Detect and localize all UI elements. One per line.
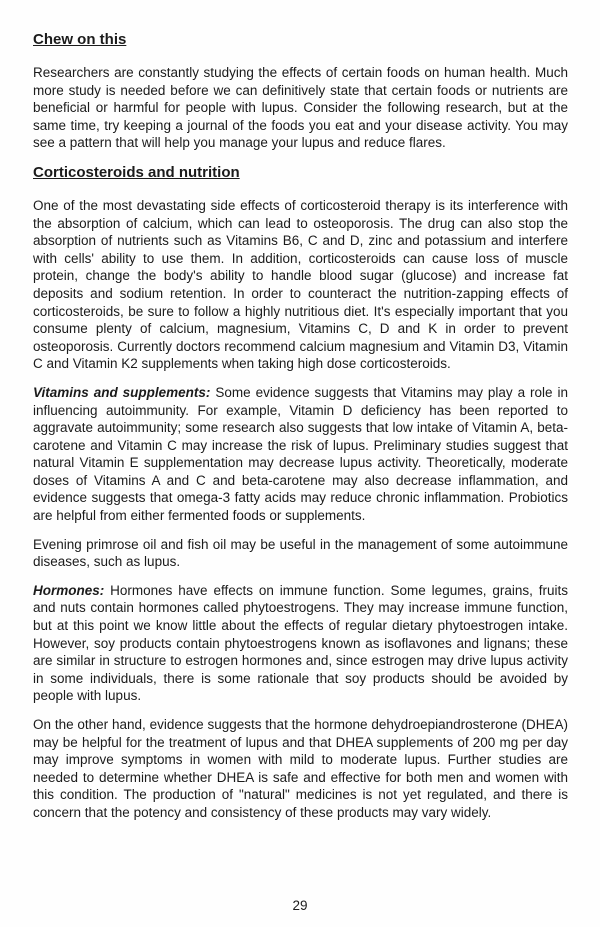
section-heading-corticosteroids-and-nutrition: Corticosteroids and nutrition — [33, 163, 240, 181]
paragraph-lead-hormones: Hormones: — [33, 582, 105, 598]
paragraph-corticosteroids: One of the most devastating side effects of corticosteroid therapy is its interference with the absorption of calcium, which can lead to osteoporosis. The drug can also stop the absorption of nutrients such as Vitamins B6, C and D, zinc and potassium and interfere with cells' ability to use them. In addition, corticosteroids can cause loss of muscle protein, change the body's ability to handle blood sugar (glucose) and increase fat deposits and sodium retention. In order to counteract the nutrition-zapping effects of corticosteroids, be sure to follow a highly nutritious diet. It's especially important that you consume plenty of calcium, magnesium, Vitamins C, D and K in order to prevent osteoporosis. Currently doctors recommend calcium magnesium and Vitamin D3, Vitamin C and Vitamin K2 supplements when taking high dose corticosteroids. — [33, 197, 568, 372]
paragraph-dhea: On the other hand, evidence suggests that the hormone dehydroepiandrosterone (DHEA) may be helpful for the treatment of lupus and that DHEA supplements of 200 mg per day may improve symptoms in women with mild to moderate lupus. Further studies are needed to determine whether DHEA is safe and effective for both men and women with this condition. The production of "natural" medicines is not yet regulated, and there is concern that the potency and consistency of these products may vary widely. — [33, 717, 568, 820]
section-heading-chew-on-this: Chew on this — [33, 31, 127, 48]
paragraph-hormones — [33, 582, 568, 705]
paragraph-evening-primrose: Evening primrose oil and fish oil may be useful in the management of some autoimmune diseases, such as lupus. — [33, 536, 568, 570]
paragraph-text-hormones: Hormones have effects on immune function. Some legumes, grains, fruits and nuts contain hormones called phytoestrogens. They may increase immune function, but at this point we know little about the effects of regular dietary phytoestrogen intake. However, soy products contain phytoestrogens known as isoflavones and lignans; these are similar in structure to estrogen hormones and, since estrogen may drive lupus activity in some individuals, there is some rationale that soy products should be avoided by people with lupus. — [33, 582, 568, 704]
paragraph-vitamins — [33, 384, 568, 525]
paragraph-lead-vitamins-and-supplements: Vitamins and supplements: — [33, 384, 211, 400]
page-number: 29 — [292, 898, 308, 913]
paragraph-intro: Researchers are constantly studying the effects of certain foods on human health. Much more study is needed before we can definitively state that certain foods or nutrients are beneficial or harmful for people with lupus. Consider the following research, but at the same time, try keeping a journal of the foods you eat and your disease activity. You may see a pattern that will help you manage your lupus and reduce flares. — [33, 65, 568, 151]
paragraph-text-vitamins: Some evidence suggests that Vitamins may play a role in influencing autoimmunity. For example, Vitamin D deficiency has been reported to aggravate autoimmunity; some research also suggests that low intake of Vitamin A, beta-carotene and Vitamin C may increase the risk of lupus. Preliminary studies suggest that natural Vitamin E supplementation may decrease lupus activity. Theoretically, moderate doses of Vitamins A and C and beta-carotene may also decrease inflammation, and evidence suggests that omega-3 fatty acids may reduce chronic inflammation. Probiotics are helpful from either fermented foods or supplements. — [33, 384, 568, 524]
